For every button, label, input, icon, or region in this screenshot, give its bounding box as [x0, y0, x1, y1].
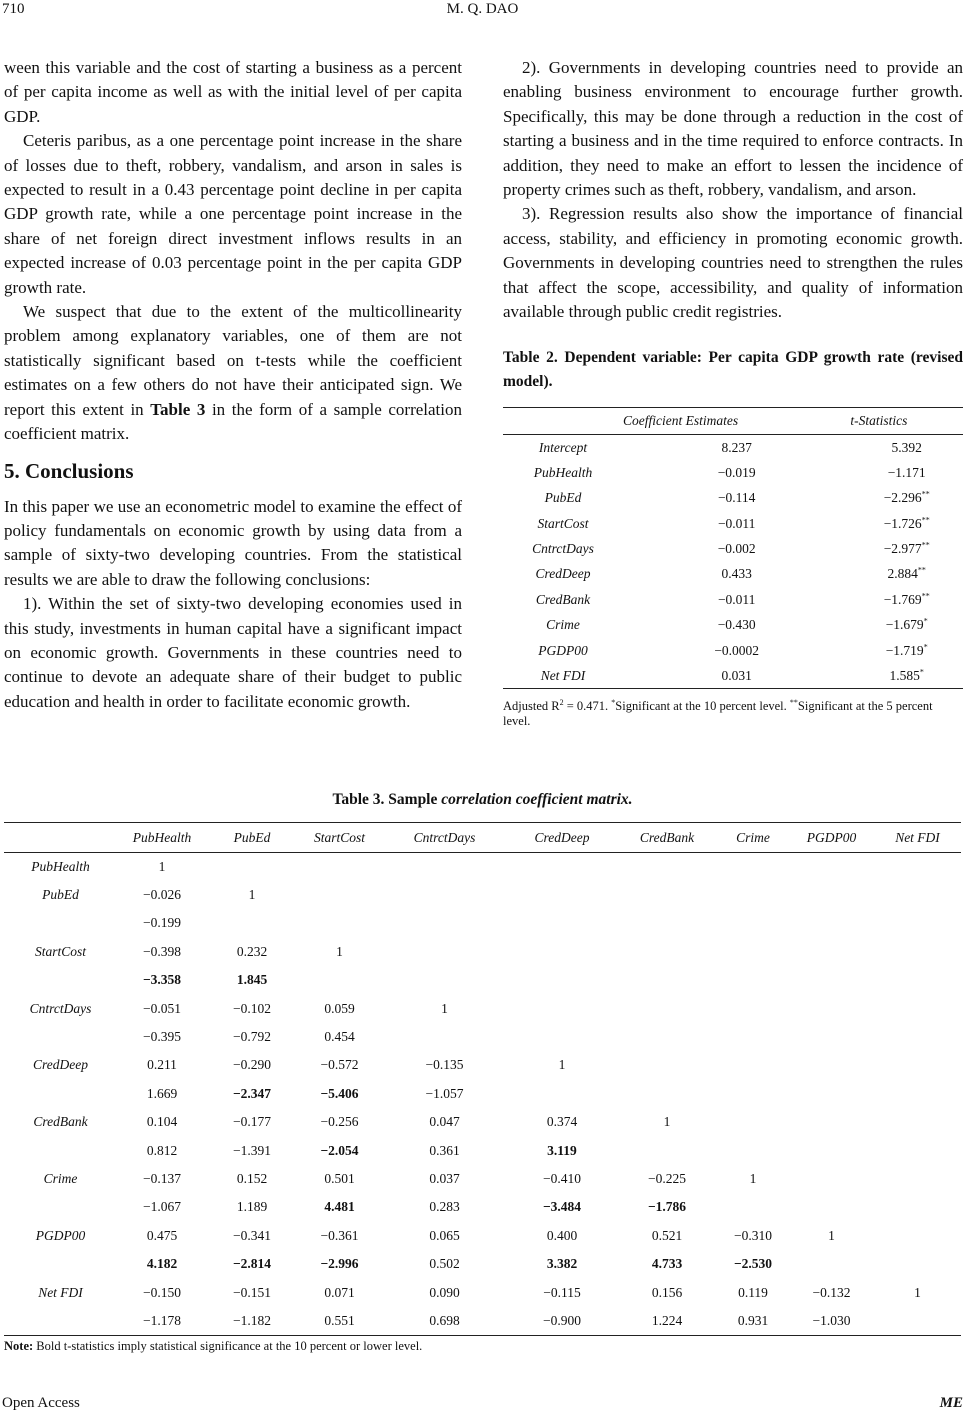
- matrix-cell: −2.814: [232, 1256, 272, 1272]
- matrix-cell: 1.189: [236, 1199, 268, 1215]
- matrix-cell: 0.119: [738, 1284, 768, 1300]
- matrix-cell: −0.361: [320, 1227, 359, 1243]
- matrix-cell: [717, 909, 789, 937]
- matrix-cell: [874, 909, 961, 937]
- table-row: [503, 435, 963, 460]
- coefficient: −0.002: [717, 541, 756, 557]
- variable-name: PubEd: [544, 490, 582, 506]
- matrix-cell: [789, 881, 874, 909]
- matrix-cell: [717, 1193, 789, 1221]
- matrix-cell: −2.054: [320, 1142, 359, 1158]
- matrix-cell: [789, 1136, 874, 1164]
- matrix-cell: −3.484: [542, 1199, 582, 1215]
- matrix-cell: 0.361: [429, 1142, 460, 1158]
- t-statistic: −1.171: [887, 464, 926, 480]
- row-label: [4, 1193, 117, 1221]
- matrix-cell: [874, 1080, 961, 1108]
- matrix-cell: 1: [158, 858, 166, 874]
- matrix-cell: −0.026: [143, 887, 181, 903]
- matrix-cell: [874, 1108, 961, 1136]
- matrix-cell: [874, 994, 961, 1022]
- table-3-header: Crime: [717, 823, 789, 853]
- table-row: [4, 966, 961, 994]
- table-2-header: [503, 408, 623, 435]
- matrix-cell: [789, 1051, 874, 1079]
- row-label: [4, 1136, 117, 1164]
- matrix-cell: 3.382: [546, 1256, 578, 1272]
- matrix-cell: [297, 853, 382, 881]
- matrix-cell: [717, 1023, 789, 1051]
- matrix-cell: [617, 994, 717, 1022]
- matrix-cell: −1.182: [207, 1307, 297, 1335]
- coefficient: 0.433: [721, 566, 752, 582]
- matrix-cell: −3.358: [142, 972, 182, 988]
- matrix-cell: [382, 938, 507, 966]
- t-statistic: −1.769**: [883, 591, 930, 607]
- table-row: [503, 460, 963, 485]
- matrix-cell: [789, 966, 874, 994]
- matrix-cell: −0.199: [143, 915, 181, 931]
- matrix-cell: 0.152: [236, 1170, 268, 1186]
- matrix-cell: −0.256: [320, 1114, 359, 1130]
- matrix-cell: 0.475: [146, 1227, 178, 1243]
- table-2-header: Coefficient Estimates: [623, 408, 850, 435]
- matrix-cell: [874, 1307, 961, 1335]
- table-row: [4, 1108, 961, 1136]
- matrix-cell: [382, 1023, 507, 1051]
- matrix-cell: [874, 1222, 961, 1250]
- matrix-cell: 1: [441, 1000, 448, 1016]
- coefficient: 8.237: [721, 439, 752, 455]
- matrix-cell: −2.347: [232, 1085, 272, 1101]
- significance-mark: **: [921, 489, 930, 499]
- matrix-cell: [874, 1250, 961, 1278]
- matrix-cell: [874, 853, 961, 881]
- matrix-cell: [789, 1165, 874, 1193]
- matrix-cell: 0.454: [324, 1029, 355, 1045]
- table-row: [4, 1165, 961, 1193]
- matrix-cell: [789, 994, 874, 1022]
- matrix-cell: [507, 1023, 617, 1051]
- matrix-cell: [617, 938, 717, 966]
- matrix-cell: [617, 966, 717, 994]
- table-row: [4, 1051, 961, 1079]
- t-statistic: −2.977**: [883, 540, 930, 557]
- table-row: [503, 511, 963, 536]
- matrix-cell: −0.572: [320, 1057, 359, 1073]
- row-label: PGDP00: [35, 1227, 86, 1243]
- matrix-cell: 0.211: [147, 1057, 177, 1073]
- row-label: [4, 1023, 117, 1051]
- matrix-cell: [617, 1080, 717, 1108]
- matrix-cell: [874, 938, 961, 966]
- matrix-cell: −0.225: [648, 1170, 686, 1186]
- matrix-cell: [617, 909, 717, 937]
- matrix-cell: 1: [558, 1057, 566, 1073]
- matrix-cell: −0.395: [143, 1029, 181, 1045]
- matrix-cell: 1: [914, 1284, 921, 1300]
- variable-name: Crime: [546, 617, 580, 633]
- matrix-cell: [874, 881, 961, 909]
- coefficient: 0.031: [623, 663, 850, 688]
- matrix-cell: [874, 1136, 961, 1164]
- table-row: [4, 1136, 961, 1164]
- matrix-cell: −0.051: [143, 1000, 181, 1016]
- matrix-cell: 1: [248, 887, 256, 903]
- matrix-cell: [617, 1136, 717, 1164]
- matrix-cell: [717, 1136, 789, 1164]
- matrix-cell: [617, 1023, 717, 1051]
- matrix-cell: [789, 909, 874, 937]
- table-row: [4, 1023, 961, 1051]
- coefficient: −0.0002: [714, 642, 760, 658]
- coefficient: −0.019: [717, 464, 756, 480]
- matrix-cell: 1: [336, 943, 343, 959]
- table-row: [503, 486, 963, 511]
- table-row: [4, 1307, 961, 1335]
- row-label: [4, 966, 117, 994]
- matrix-cell: 1.224: [617, 1307, 717, 1335]
- table-row: [4, 1278, 961, 1306]
- matrix-cell: [789, 1023, 874, 1051]
- matrix-cell: [789, 1080, 874, 1108]
- row-label: Net FDI: [38, 1284, 83, 1300]
- paragraph: We suspect that due to the extent of the multicollinearity problem among explanatory variables, one of them are not statistically significant based on t-tests while the coefficient estimates on a few others do not have their anticipated sign. We report this extent in Table 3 in the form of a sample correlation coefficient matrix.: [4, 302, 462, 444]
- matrix-cell: [874, 966, 961, 994]
- coefficient: −0.430: [717, 617, 756, 633]
- table-reference: Table 3: [150, 399, 206, 419]
- significance-mark: **: [921, 540, 930, 550]
- matrix-cell: [717, 994, 789, 1022]
- matrix-cell: −0.290: [233, 1057, 271, 1073]
- table-row: [4, 909, 961, 937]
- table-row: [4, 994, 961, 1022]
- section-title: 5. Conclusions: [4, 458, 134, 483]
- paragraph: 2). Governments in developing countries need to provide an enabling business environment to encourage further growth. Specifically, this may be done through a reduction in the cost of starting a business and in the time required to enforce contracts. In addition, they need to make an effort to lessen the incidence of property crimes such as theft, robbery, vandalism, and arson.: [503, 58, 963, 200]
- matrix-cell: 0.812: [146, 1142, 178, 1158]
- table-row: [503, 537, 963, 562]
- matrix-cell: [789, 938, 874, 966]
- t-statistic: −2.296**: [883, 489, 930, 506]
- matrix-cell: 0.047: [429, 1114, 460, 1130]
- variable-name: CntrctDays: [532, 541, 594, 557]
- matrix-cell: [507, 938, 617, 966]
- row-label: StartCost: [34, 943, 86, 959]
- table-2-header: t-Statistics: [850, 408, 963, 435]
- matrix-cell: 1: [663, 1114, 671, 1130]
- matrix-cell: [507, 1080, 617, 1108]
- matrix-cell: [717, 938, 789, 966]
- row-label: PubEd: [42, 887, 79, 903]
- matrix-cell: 3.119: [547, 1142, 577, 1158]
- matrix-cell: −0.102: [233, 1000, 271, 1016]
- row-label: [4, 1080, 117, 1108]
- matrix-cell: [717, 1080, 789, 1108]
- matrix-cell: −1.391: [233, 1142, 271, 1158]
- matrix-cell: [874, 1165, 961, 1193]
- matrix-cell: 0.698: [382, 1307, 507, 1335]
- paragraph: 3). Regression results also show the importance of financial access, stability, and efficiency in promoting economic growth. Governments in developing countries need to strengthen the rules that affect the scope, accessibility, and quality of information available through public credit registries.: [503, 204, 963, 322]
- table-3-note: Note: Bold t-statistics imply statistical significance at the 10 percent or lower level.: [4, 1339, 423, 1353]
- page-number: 710: [2, 1, 25, 17]
- matrix-cell: [717, 853, 789, 881]
- matrix-cell: [789, 1108, 874, 1136]
- matrix-cell: 0.501: [324, 1170, 355, 1186]
- t-statistic: −1.719*: [885, 642, 928, 658]
- table-row: [503, 663, 963, 688]
- matrix-cell: 0.931: [717, 1307, 789, 1335]
- table-3-header: CredDeep: [507, 823, 617, 853]
- matrix-cell: −1.030: [789, 1307, 874, 1335]
- open-access-label: Open Access: [2, 1395, 80, 1411]
- matrix-cell: [297, 881, 382, 909]
- significance-mark: **: [917, 565, 926, 575]
- significance-mark: *: [923, 616, 928, 626]
- paragraph: In this paper we use an econometric model to examine the effect of policy fundamentals on economic growth by using data from a sample of sixty-two developing countries. From the statistical results we are able to draw the following conclusions:: [4, 496, 462, 589]
- matrix-cell: −0.410: [543, 1170, 581, 1186]
- variable-name: StartCost: [537, 515, 589, 531]
- coefficient: −0.011: [717, 591, 756, 607]
- left-column: [4, 56, 462, 714]
- significance-mark: **: [921, 515, 930, 525]
- table-row: [4, 938, 961, 966]
- matrix-cell: −0.137: [143, 1170, 181, 1186]
- matrix-cell: [507, 994, 617, 1022]
- matrix-cell: [874, 1051, 961, 1079]
- matrix-cell: [297, 909, 382, 937]
- matrix-cell: [207, 909, 297, 937]
- matrix-cell: [382, 853, 507, 881]
- paragraph: Ceteris paribus, as a one percentage point increase in the share of losses due to theft, robbery, vandalism, and arson in sales is expected to result in a 0.43 percentage point decline in per capita GDP growth rate, while a one percentage point increase in the share of net foreign direct investment inflows results in an expected increase of 0.03 percentage point in the per capita GDP growth rate.: [4, 131, 462, 297]
- matrix-cell: −0.177: [233, 1114, 271, 1130]
- row-label: PubHealth: [31, 858, 90, 874]
- matrix-cell: −0.151: [233, 1284, 271, 1300]
- table-2: [503, 407, 963, 689]
- matrix-cell: [207, 853, 297, 881]
- running-author: M. Q. DAO: [446, 1, 519, 17]
- matrix-cell: [874, 1193, 961, 1221]
- table-row: [503, 613, 963, 638]
- table-row: [4, 853, 961, 881]
- matrix-cell: 4.481: [324, 1199, 355, 1215]
- variable-name: CredBank: [535, 591, 591, 607]
- table-row: [4, 1080, 961, 1108]
- matrix-cell: [789, 1250, 874, 1278]
- table-3: [4, 822, 961, 1336]
- matrix-cell: −0.900: [507, 1307, 617, 1335]
- t-statistic: −1.726**: [883, 515, 930, 531]
- journal-abbrev: ME: [939, 1395, 963, 1411]
- matrix-cell: 0.232: [236, 943, 268, 959]
- matrix-cell: −1.786: [647, 1199, 687, 1215]
- page-header: [0, 0, 965, 24]
- matrix-cell: −0.792: [233, 1029, 271, 1045]
- table-3-header: PubHealth: [117, 823, 207, 853]
- matrix-cell: 4.182: [146, 1256, 178, 1272]
- table-3-header: PubEd: [207, 823, 297, 853]
- matrix-cell: [382, 881, 507, 909]
- variable-name: CredDeep: [535, 566, 591, 582]
- row-label: [4, 909, 117, 937]
- matrix-cell: [717, 1108, 789, 1136]
- table-row: [4, 1222, 961, 1250]
- t-statistic: −1.679*: [885, 616, 928, 633]
- row-label: CredBank: [33, 1114, 88, 1130]
- matrix-cell: [297, 966, 382, 994]
- matrix-cell: [382, 966, 507, 994]
- t-statistic: 2.884**: [887, 565, 926, 582]
- table-row: [503, 587, 963, 612]
- variable-name: PubHealth: [533, 464, 593, 480]
- variable-name: PGDP00: [538, 642, 588, 658]
- matrix-cell: 4.733: [651, 1256, 683, 1272]
- table-3-header: PGDP00: [789, 823, 874, 853]
- significance-mark: *: [919, 667, 924, 677]
- matrix-cell: [507, 966, 617, 994]
- matrix-cell: −0.115: [543, 1284, 581, 1300]
- right-column: [503, 56, 963, 729]
- row-label: [4, 1307, 117, 1335]
- matrix-cell: −0.150: [143, 1284, 181, 1300]
- matrix-cell: −1.057: [425, 1085, 464, 1101]
- matrix-cell: [617, 853, 717, 881]
- row-label: CredDeep: [33, 1057, 88, 1073]
- table-row: [4, 881, 961, 909]
- variable-name: Net FDI: [503, 663, 623, 688]
- matrix-cell: [717, 1051, 789, 1079]
- matrix-cell: 1.845: [236, 972, 268, 988]
- matrix-cell: 1: [828, 1227, 835, 1243]
- row-label: Crime: [43, 1170, 78, 1186]
- matrix-cell: 0.156: [651, 1284, 683, 1300]
- t-statistic: 1.585*: [850, 663, 963, 688]
- matrix-cell: 0.037: [429, 1170, 460, 1186]
- matrix-cell: [617, 881, 717, 909]
- table-2-caption: Table 2. Dependent variable: Per capita GDP growth rate (revised model).: [503, 349, 963, 391]
- matrix-cell: 0.551: [297, 1307, 382, 1335]
- matrix-cell: −0.341: [233, 1227, 271, 1243]
- matrix-cell: 0.071: [324, 1284, 355, 1300]
- significance-mark: **: [921, 591, 930, 601]
- paragraph: ween this variable and the cost of starting a business as a percent of per capita income as well as with the initial level of per capita GDP.: [4, 58, 462, 126]
- table-row: [4, 1193, 961, 1221]
- coefficient: −0.011: [717, 515, 756, 531]
- matrix-cell: [789, 853, 874, 881]
- table-2-note: Adjusted $R^2 = 0.471$. *Significant at the 10 percent level. **Significant at the 5 percent level.: [503, 698, 933, 729]
- matrix-cell: 0.400: [546, 1227, 578, 1243]
- matrix-cell: −0.310: [734, 1227, 772, 1243]
- matrix-cell: [717, 881, 789, 909]
- matrix-cell: −0.135: [425, 1057, 464, 1073]
- matrix-cell: −2.530: [733, 1256, 773, 1272]
- matrix-cell: 1: [749, 1170, 757, 1186]
- matrix-cell: 0.059: [324, 1000, 355, 1016]
- paragraph: 1). Within the set of sixty-two developing economies used in this study, investments in human capital have a significant impact on economic growth. Governments in these countries need to continue to devote an adequate share of their budget to public education and health in order to facilitate economic growth.: [4, 594, 462, 711]
- row-label: CntrctDays: [29, 1000, 92, 1016]
- variable-name: Intercept: [538, 439, 588, 455]
- significance-mark: *: [923, 642, 928, 652]
- coefficient: −0.114: [717, 490, 756, 506]
- matrix-cell: [789, 1193, 874, 1221]
- t-statistic: 5.392: [891, 439, 922, 455]
- matrix-cell: [507, 881, 617, 909]
- table-3-header: Net FDI: [874, 823, 961, 853]
- table-3-header: CredBank: [617, 823, 717, 853]
- matrix-cell: 0.374: [546, 1114, 578, 1130]
- matrix-cell: [382, 909, 507, 937]
- matrix-cell: 0.090: [429, 1284, 460, 1300]
- matrix-cell: 0.065: [429, 1227, 460, 1243]
- row-label: [4, 1250, 117, 1278]
- matrix-cell: [717, 966, 789, 994]
- table-3-header: [4, 823, 117, 853]
- matrix-cell: 0.502: [429, 1256, 460, 1272]
- table-3-caption: Table 3. Sample correlation coefficient matrix.: [332, 791, 633, 808]
- matrix-cell: 0.283: [429, 1199, 460, 1215]
- matrix-cell: 0.521: [651, 1227, 683, 1243]
- table-row: [4, 1250, 961, 1278]
- table-3-header: CntrctDays: [382, 823, 507, 853]
- table-row: [503, 638, 963, 663]
- matrix-cell: 0.104: [146, 1114, 178, 1130]
- matrix-cell: [617, 1051, 717, 1079]
- matrix-cell: −0.132: [812, 1284, 851, 1300]
- matrix-cell: [874, 1023, 961, 1051]
- matrix-cell: −1.178: [117, 1307, 207, 1335]
- matrix-cell: 1.669: [146, 1085, 178, 1101]
- matrix-cell: −2.996: [320, 1256, 359, 1272]
- matrix-cell: −0.398: [143, 943, 181, 959]
- matrix-cell: [507, 853, 617, 881]
- matrix-cell: −5.406: [320, 1085, 359, 1101]
- table-row: [503, 562, 963, 587]
- matrix-cell: [507, 909, 617, 937]
- matrix-cell: −1.067: [143, 1199, 181, 1215]
- table-3-header: StartCost: [297, 823, 382, 853]
